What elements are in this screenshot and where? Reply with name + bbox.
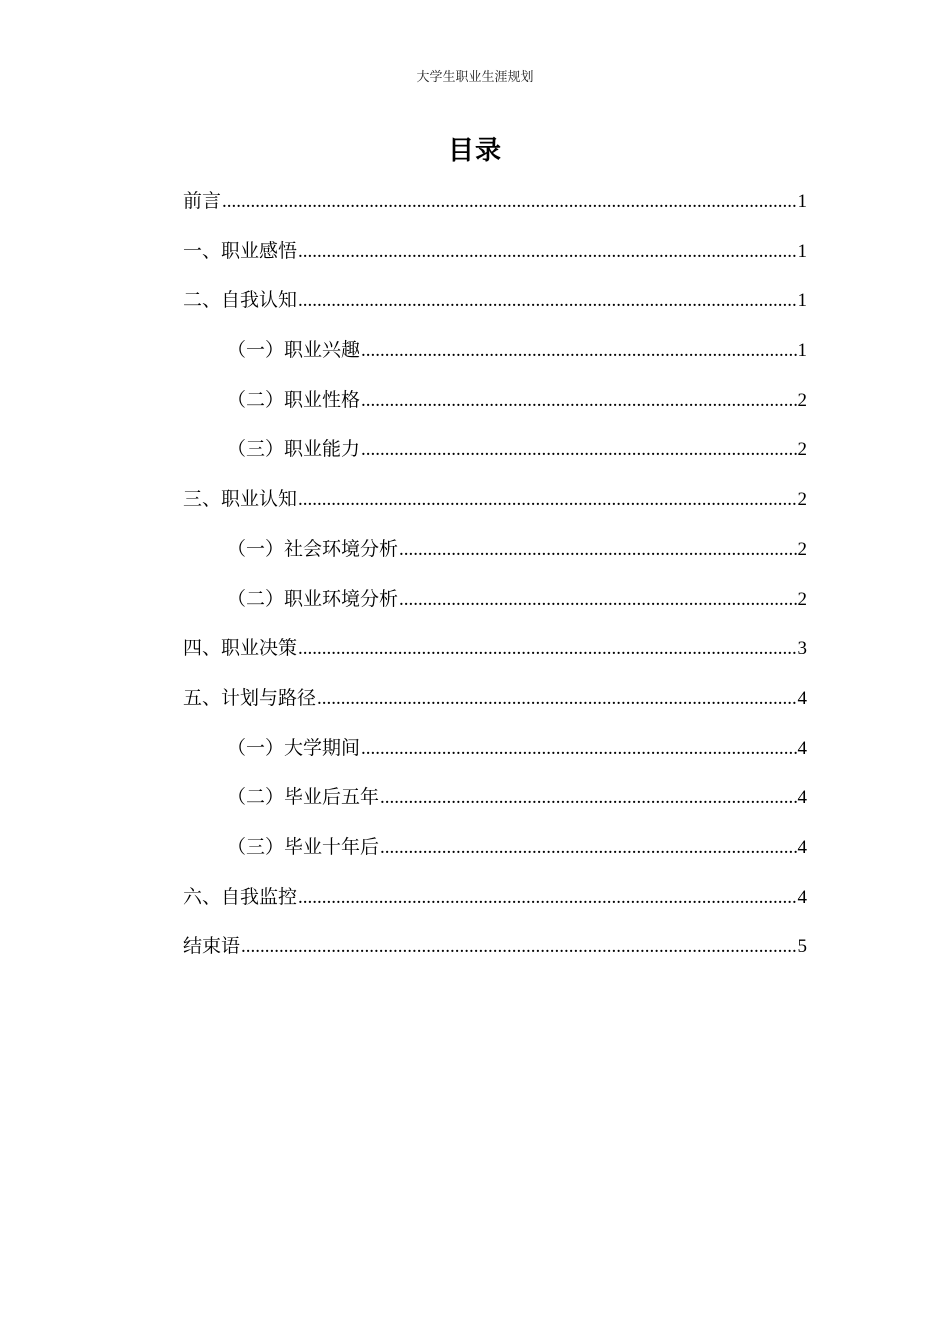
toc-entry-label: （一）职业兴趣 [227,339,361,362]
toc-entry-page-number: 1 [797,290,807,312]
dot-leader [361,435,796,465]
dot-leader [222,187,796,217]
toc-entry-label: 前言 [183,190,222,212]
toc-entry[interactable] [183,335,807,385]
toc-entry-label: （二）职业性格 [227,388,361,411]
toc-entry-label: 一、职业感悟 [183,239,298,262]
running-header: 大学生职业生涯规划 [416,70,534,85]
dot-leader [298,286,796,316]
dot-leader [380,833,796,863]
toc-entry[interactable] [183,832,807,882]
dot-leader [361,734,796,764]
toc-entry-label: （二）职业环境分析 [227,587,399,610]
toc-title: 目录 [447,136,502,166]
toc-entry[interactable] [183,534,807,584]
toc-entry-label: 四、职业决策 [183,637,298,660]
toc-entry-label: （三）职业能力 [227,438,361,461]
toc-entry[interactable] [183,484,807,534]
toc-entry-page-number: 4 [797,886,807,908]
toc-entry[interactable] [183,186,807,236]
dot-leader [361,386,796,416]
toc-entry[interactable] [183,285,807,335]
toc-entry[interactable] [183,434,807,484]
table-of-contents [183,186,807,981]
toc-entry-label: 六、自我监控 [183,885,298,908]
toc-entry-page-number: 1 [797,340,807,362]
toc-entry-page-number: 2 [797,538,807,560]
dot-leader [380,783,796,813]
dot-leader [361,336,796,366]
dot-leader [298,485,796,515]
toc-entry-label: （二）毕业后五年 [227,786,380,809]
toc-entry-page-number: 4 [797,787,807,809]
toc-entry[interactable] [183,782,807,832]
toc-entry[interactable] [183,584,807,634]
toc-entry-page-number: 4 [797,737,807,759]
toc-entry-page-number: 2 [797,588,807,610]
toc-entry-page-number: 2 [797,489,807,511]
toc-entry-label: （一）大学期间 [227,736,361,759]
toc-entry[interactable] [183,931,807,981]
dot-leader [399,585,796,615]
dot-leader [298,883,796,913]
dot-leader [399,535,796,565]
toc-entry[interactable] [183,633,807,683]
toc-entry-label: （一）社会环境分析 [227,537,399,560]
dot-leader [298,237,796,267]
dot-leader [241,932,796,962]
toc-entry-label: 结束语 [183,935,241,958]
toc-entry-page-number: 1 [797,191,807,212]
toc-entry-page-number: 3 [797,638,807,660]
toc-entry-label: 五、计划与路径 [183,686,317,709]
toc-entry[interactable] [183,882,807,932]
toc-entry-page-number: 2 [797,439,807,461]
toc-entry-label: 二、自我认知 [183,289,298,312]
toc-entry[interactable] [183,236,807,286]
toc-entry-page-number: 4 [797,687,807,709]
toc-entry-page-number: 2 [797,389,807,411]
dot-leader [317,684,796,714]
toc-entry-label: （三）毕业十年后 [227,835,380,858]
toc-entry[interactable] [183,385,807,435]
toc-entry-page-number: 5 [797,936,807,958]
toc-entry[interactable] [183,733,807,783]
toc-entry-label: 三、职业认知 [183,488,298,511]
toc-entry-page-number: 4 [797,836,807,858]
toc-entry[interactable] [183,683,807,733]
dot-leader [298,634,796,664]
toc-entry-page-number: 1 [797,240,807,262]
